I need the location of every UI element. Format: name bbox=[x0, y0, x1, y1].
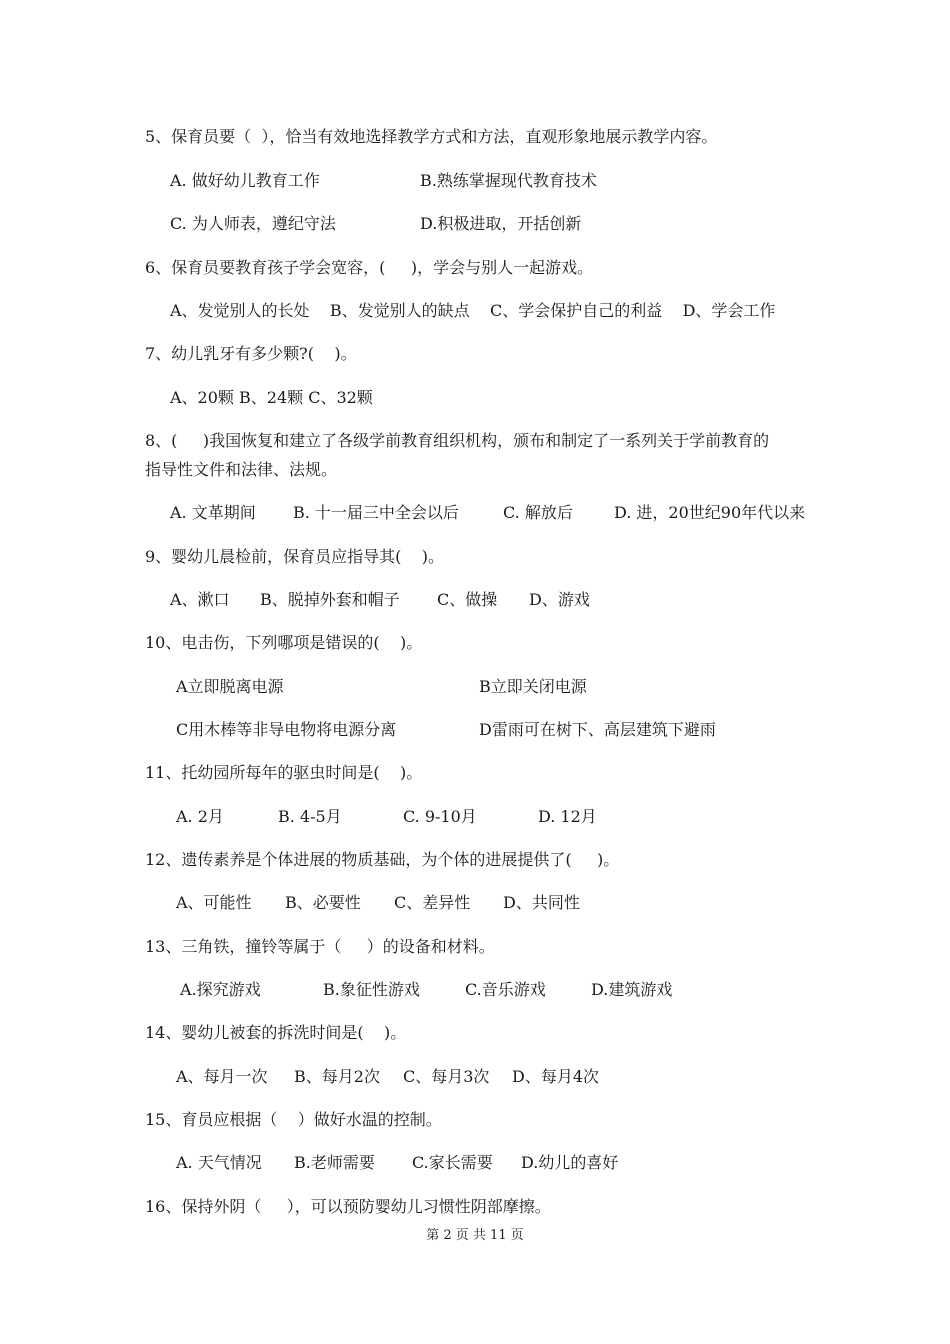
question-14: 14、婴幼儿被套的拆洗时间是( )。 bbox=[145, 1023, 407, 1042]
options-7: A、20颗 B、24颗 C、32颗 bbox=[170, 388, 373, 407]
option-5b: B.熟练掌握现代教育技术 bbox=[420, 171, 597, 190]
option-11a: A. 2月 bbox=[176, 807, 224, 826]
question-10: 10、电击伤，下列哪项是错误的( )。 bbox=[145, 633, 423, 652]
option-11c: C. 9-10月 bbox=[403, 807, 477, 826]
option-8d: D. 进，20世纪90年代以来 bbox=[614, 503, 806, 522]
option-10a: A立即脱离电源 bbox=[176, 677, 284, 696]
option-10c: C用木棒等非导电物将电源分离 bbox=[176, 720, 397, 739]
page-footer: 第 2 页 共 11 页 bbox=[426, 1228, 524, 1243]
option-5d: D.积极进取，开括创新 bbox=[420, 214, 582, 233]
option-8c: C. 解放后 bbox=[503, 503, 573, 522]
option-8b: B. 十一届三中全会以后 bbox=[293, 503, 459, 522]
option-13a: A.探究游戏 bbox=[180, 980, 261, 999]
option-14a: A、每月一次 bbox=[176, 1067, 268, 1086]
option-12c: C、差异性 bbox=[394, 893, 471, 912]
option-13b: B.象征性游戏 bbox=[323, 980, 420, 999]
option-15c: C.家长需要 bbox=[412, 1153, 493, 1172]
question-8-line1: 8、( )我国恢复和建立了各级学前教育组织机构，颁布和制定了一系列关于学前教育的 bbox=[145, 431, 770, 450]
option-13d: D.建筑游戏 bbox=[591, 980, 673, 999]
question-12: 12、遗传素养是个体进展的物质基础，为个体的进展提供了( )。 bbox=[145, 850, 620, 869]
options-6: A、发觉别人的长处 B、发觉别人的缺点 C、学会保护自己的利益 D、学会工作 bbox=[170, 301, 776, 320]
question-11: 11、托幼园所每年的驱虫时间是( )。 bbox=[145, 763, 423, 782]
option-13c: C.音乐游戏 bbox=[465, 980, 546, 999]
option-9c: C、做操 bbox=[437, 590, 498, 609]
question-15: 15、育员应根据（ ）做好水温的控制。 bbox=[145, 1110, 442, 1129]
option-12b: B、必要性 bbox=[285, 893, 361, 912]
option-14d: D、每月4次 bbox=[512, 1067, 600, 1086]
option-15a: A. 天气情况 bbox=[176, 1153, 262, 1172]
question-9: 9、婴幼儿晨检前，保育员应指导其( )。 bbox=[145, 547, 445, 566]
option-9d: D、游戏 bbox=[529, 590, 590, 609]
option-12d: D、共同性 bbox=[503, 893, 580, 912]
option-5c: C. 为人师表，遵纪守法 bbox=[170, 214, 336, 233]
option-9a: A、漱口 bbox=[170, 590, 230, 609]
option-15b: B.老师需要 bbox=[294, 1153, 375, 1172]
option-5a: A. 做好幼儿教育工作 bbox=[170, 171, 320, 190]
option-15d: D.幼儿的喜好 bbox=[521, 1153, 619, 1172]
option-14b: B、每月2次 bbox=[294, 1067, 380, 1086]
option-8a: A. 文革期间 bbox=[170, 503, 256, 522]
question-5: 5、保育员要（ ），恰当有效地选择教学方式和方法，直观形象地展示教学内容。 bbox=[145, 127, 718, 146]
option-11b: B. 4-5月 bbox=[278, 807, 342, 826]
option-11d: D. 12月 bbox=[538, 807, 597, 826]
option-14c: C、每月3次 bbox=[403, 1067, 490, 1086]
question-6: 6、保育员要教育孩子学会宽容，( )，学会与别人一起游戏。 bbox=[145, 258, 594, 277]
option-12a: A、可能性 bbox=[176, 893, 252, 912]
option-10b: B立即关闭电源 bbox=[479, 677, 587, 696]
question-7: 7、幼儿乳牙有多少颗?( )。 bbox=[145, 344, 357, 363]
option-9b: B、脱掉外套和帽子 bbox=[260, 590, 400, 609]
question-16: 16、保持外阴（ ），可以预防婴幼儿习惯性阴部摩擦。 bbox=[145, 1197, 551, 1216]
question-13: 13、三角铁，撞铃等属于（ ）的设备和材料。 bbox=[145, 937, 495, 956]
option-10d: D雷雨可在树下、高层建筑下避雨 bbox=[479, 720, 716, 739]
question-8-line2: 指导性文件和法律、法规。 bbox=[145, 460, 338, 479]
